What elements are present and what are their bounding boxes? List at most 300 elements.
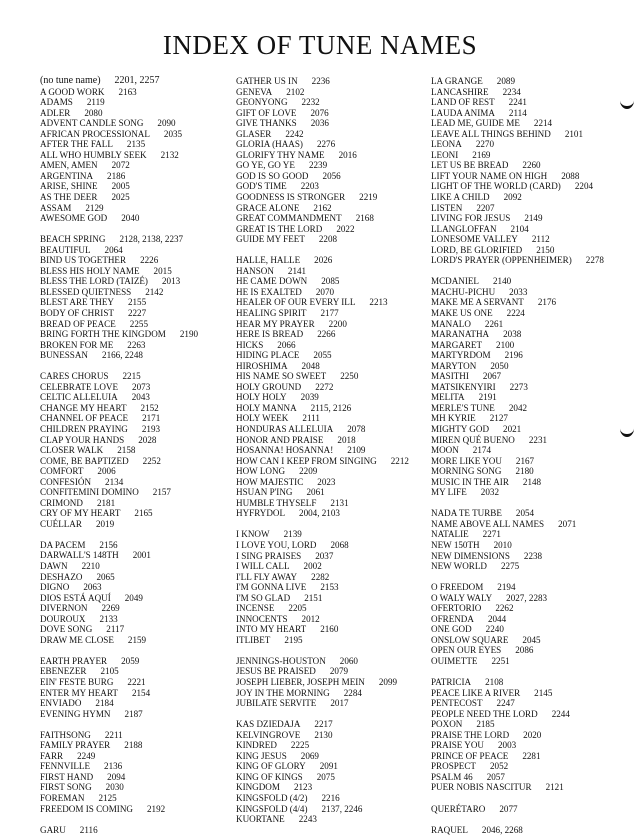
tune-name: EARTH PRAYER [40, 655, 108, 666]
tune-entry [40, 255, 228, 266]
tune-name: BREAD OF PEACE [40, 318, 116, 329]
tune-entry [40, 329, 228, 340]
hymn-numbers: 2169 [472, 149, 491, 160]
tune-entry [40, 466, 228, 477]
hymn-numbers: 2191 [478, 392, 497, 403]
hymn-numbers: 2101 [564, 128, 583, 139]
tune-entry [431, 614, 631, 625]
tune-entry [236, 614, 424, 625]
hymn-numbers: 2196 [504, 350, 523, 361]
hymn-numbers: 2266 [317, 329, 336, 340]
tune-entry [431, 403, 631, 414]
hymn-numbers: 2159 [127, 634, 147, 645]
tune-entry [431, 508, 631, 519]
tune-entry [431, 709, 631, 720]
tune-entry [236, 234, 424, 245]
hymn-numbers: 2212 [390, 455, 409, 466]
tune-entry [431, 213, 631, 224]
tune-entry [431, 297, 631, 308]
tune-entry [236, 814, 424, 825]
tune-entry [236, 804, 424, 815]
tune-name: ADAMS [40, 97, 73, 108]
tune-entry [40, 782, 228, 793]
tune-name: DARWALL'S 148TH [40, 550, 119, 561]
tune-name: PRAISE YOU [431, 740, 484, 751]
hymn-numbers: 2284 [343, 687, 362, 698]
tune-entry [236, 677, 424, 688]
tune-entry [236, 340, 424, 351]
hymn-numbers: 2260 [522, 160, 541, 171]
tune-name: HIDING PLACE [236, 350, 300, 361]
tune-entry [40, 709, 228, 720]
tune-entry [431, 456, 631, 467]
tune-name: LEONA [431, 139, 462, 150]
hymn-numbers: 2136 [104, 761, 123, 772]
section-gap [431, 572, 631, 583]
tune-name: NEW WORLD [431, 561, 487, 572]
hymn-numbers: 2160 [320, 624, 339, 635]
tune-entry [40, 698, 228, 709]
tune-entry [236, 445, 424, 456]
tune-name: HE CAME DOWN [236, 276, 308, 287]
hymn-numbers: 2190 [179, 329, 199, 340]
page-margin-mark [620, 420, 634, 437]
tune-entry [431, 139, 631, 150]
tune-name: DAWN [40, 561, 68, 572]
tune-entry [431, 255, 631, 266]
tune-name: GEONYONG [236, 97, 288, 108]
hymn-numbers: 2002 [303, 561, 322, 572]
tune-entry [236, 150, 424, 161]
tune-name: KUORTANE [236, 814, 285, 825]
tune-name: HONOR AND PRAISE [236, 434, 324, 445]
tune-entry [236, 561, 424, 572]
tune-entry [40, 171, 228, 182]
hymn-numbers: 2115, 2126 [310, 402, 352, 413]
tune-entry [431, 624, 631, 635]
tune-name: MORNING SONG [431, 466, 502, 477]
hymn-numbers: 2180 [515, 466, 534, 477]
tune-entry [431, 561, 631, 572]
tune-name: EIN' FESTE BURG [40, 676, 114, 687]
hymn-numbers: 2052 [489, 761, 509, 772]
section-gap [431, 666, 631, 677]
tune-name: HYFRYDOL [236, 508, 286, 519]
hymn-numbers: 2201, 2257 [114, 75, 160, 86]
hymn-numbers: 2241 [508, 97, 527, 108]
tune-name: JUBILATE SERVITE [236, 698, 317, 709]
tune-name: BLESS THE LORD (TAIZÉ) [40, 276, 148, 287]
tune-entry [236, 255, 424, 266]
tune-entry [431, 804, 631, 815]
hymn-numbers: 2067 [482, 371, 502, 382]
tune-entry [236, 361, 424, 372]
tune-entry [40, 403, 228, 414]
tune-name: CONFESIÓN [40, 476, 92, 487]
tune-entry [40, 139, 228, 150]
hymn-numbers: 2216 [321, 793, 340, 803]
hymn-numbers: 2195 [284, 634, 303, 645]
tune-name: MOON [431, 445, 459, 456]
tune-name: GUIDE MY FEET [236, 234, 305, 245]
hymn-numbers: 2156 [99, 539, 118, 550]
hymn-numbers: 2148 [522, 476, 542, 487]
hymn-numbers: 2225 [290, 740, 310, 751]
tune-entry [236, 551, 424, 562]
tune-name: MATSIKENYIRI [431, 381, 496, 392]
tune-name: MUSIC IN THE AIR [431, 476, 509, 487]
hymn-numbers: 2006 [97, 466, 116, 477]
tune-entry [40, 129, 228, 140]
tune-entry [236, 487, 424, 498]
tune-name: MIGHTY GOD [431, 424, 490, 434]
tune-entry [40, 203, 228, 214]
tune-name: MERLE'S TUNE [431, 402, 495, 413]
tune-name: GARU [40, 824, 66, 835]
section-gap [40, 645, 228, 656]
tune-name: MARGARET [431, 339, 483, 350]
hymn-numbers: 2243 [298, 814, 317, 825]
tune-name: DOVE SONG [40, 624, 93, 635]
tune-name: GENEVA [236, 86, 273, 97]
hymn-numbers: 2111 [302, 413, 320, 424]
hymn-numbers: 2127 [489, 413, 508, 424]
tune-name: HERE IS BREAD [236, 329, 304, 340]
hymn-numbers: 2064 [104, 244, 123, 255]
tune-name: EVENING HYMN [40, 708, 111, 719]
hymn-numbers: 2019 [95, 518, 115, 529]
hymn-numbers: 2188 [124, 740, 143, 751]
hymn-numbers: 2043 [131, 392, 150, 403]
hymn-numbers: 2048 [301, 360, 320, 371]
hymn-numbers: 2078 [347, 424, 366, 434]
tune-name: LAUDA ANIMA [431, 107, 495, 118]
tune-entry [236, 572, 424, 583]
tune-name: EBENEZER [40, 666, 87, 677]
hymn-numbers: 2013 [161, 276, 181, 287]
tune-name: I'LL FLY AWAY [236, 571, 298, 582]
hymn-numbers: 2037 [315, 550, 334, 561]
tune-name: PUER NOBIS NASCITUR [431, 782, 532, 793]
hymn-numbers: 2251 [491, 655, 510, 666]
tune-entry [431, 329, 631, 340]
tune-name: PROSPECT [431, 761, 476, 772]
tune-entry [236, 203, 424, 214]
index-column-1 [40, 75, 228, 835]
tune-entry [40, 392, 228, 403]
hymn-numbers: 2275 [501, 561, 520, 572]
hymn-numbers: 2068 [330, 539, 349, 550]
hymn-numbers: 2204 [574, 181, 594, 192]
hymn-numbers: 2104 [510, 223, 529, 234]
tune-name: INTO MY HEART [236, 624, 307, 635]
tune-name: LIGHT OF THE WORLD (CARD) [431, 181, 561, 192]
tune-entry [431, 772, 631, 783]
tune-entry [236, 477, 424, 488]
tune-name: COMFORT [40, 466, 84, 477]
tune-name: FIRST SONG [40, 782, 92, 793]
tune-name: MANALO [431, 318, 471, 329]
tune-entry [431, 340, 631, 351]
tune-name: LA GRANGE [431, 76, 483, 86]
hymn-numbers: 2086 [515, 645, 534, 656]
tune-name: MAKE US ONE [431, 307, 493, 318]
tune-name: MH KYRIE [431, 413, 476, 424]
hymn-numbers: 2069 [300, 750, 319, 761]
tune-entry [236, 793, 424, 804]
tune-name: HICKS [236, 339, 264, 350]
tune-entry [40, 340, 228, 351]
tune-name: MORE LIKE YOU [431, 455, 502, 466]
hymn-numbers: 2049 [124, 592, 143, 603]
tune-entry [431, 413, 631, 424]
tune-entry [236, 87, 424, 98]
tune-entry [236, 329, 424, 340]
tune-entry [40, 666, 228, 677]
hymn-numbers: 2112 [531, 234, 550, 245]
tune-name: ITLIBET [236, 634, 271, 645]
section-gap [236, 645, 424, 656]
tune-entry [40, 87, 228, 98]
tune-entry [40, 761, 228, 772]
tune-name: LORD, BE GLORIFIED [431, 244, 523, 255]
section-gap [431, 266, 631, 277]
hymn-numbers: 2238 [523, 550, 543, 561]
tune-entry [40, 97, 228, 108]
tune-entry [236, 371, 424, 382]
tune-entry [236, 413, 424, 424]
hymn-numbers: 2094 [107, 771, 126, 782]
tune-entry [431, 477, 631, 488]
tune-entry [236, 129, 424, 140]
tune-entry [236, 97, 424, 108]
hymn-numbers: 2121 [545, 782, 564, 793]
tune-entry [236, 76, 424, 87]
tune-entry [236, 382, 424, 393]
tune-name: AWESOME GOD [40, 213, 108, 224]
tune-name: HE IS EXALTED [236, 286, 302, 297]
tune-name: LEAVE ALL THINGS BEHIND [431, 128, 551, 139]
hymn-numbers: 2263 [127, 339, 146, 350]
tune-name: FIRST HAND [40, 771, 94, 782]
tune-entry [40, 572, 228, 583]
tune-name: ONSLOW SQUARE [431, 634, 509, 645]
tune-name: GIVE THANKS [236, 118, 297, 129]
tune-entry [431, 656, 631, 667]
tune-entry [431, 529, 631, 540]
section-gap [431, 814, 631, 825]
hymn-numbers: 2085 [321, 276, 340, 287]
tune-entry [236, 308, 424, 319]
tune-name: GLORIA (HAAS) [236, 139, 303, 150]
tune-entry [431, 118, 631, 129]
tune-entry [236, 730, 424, 741]
tune-name: LAND OF REST [431, 97, 495, 108]
tune-entry [236, 698, 424, 709]
hymn-numbers: 2042 [508, 402, 528, 413]
tune-entry [431, 551, 631, 562]
hymn-numbers: 2186 [107, 170, 126, 181]
tune-entry [236, 319, 424, 330]
tune-entry [40, 540, 228, 551]
tune-name: I SING PRAISES [236, 550, 302, 561]
hymn-numbers: 2100 [496, 339, 515, 350]
tune-name: MELITA [431, 392, 465, 403]
hymn-numbers: 2132 [160, 149, 179, 160]
tune-entry [431, 276, 631, 287]
tune-name: HOLY GROUND [236, 381, 302, 392]
hymn-numbers: 2203 [300, 181, 319, 192]
tune-name: HEALING SPIRIT [236, 307, 307, 318]
hymn-numbers: 2001 [132, 550, 151, 561]
tune-name: BIND US TOGETHER [40, 255, 127, 266]
tune-name: MASITHI [431, 371, 469, 382]
tune-name: CLAP YOUR HANDS [40, 434, 125, 445]
tune-name: GLASER [236, 128, 272, 139]
hymn-numbers: 2028 [138, 434, 157, 445]
tune-name: PRINCE OF PEACE [431, 750, 509, 761]
hymn-numbers: 2252 [142, 455, 161, 466]
tune-name: AFTER THE FALL [40, 139, 113, 150]
hymn-numbers: 2151 [304, 592, 323, 603]
tune-entry [236, 118, 424, 129]
hymn-numbers: 2117 [106, 624, 125, 635]
tune-name: KINGDOM [236, 782, 280, 793]
tune-entry [40, 371, 228, 382]
index-column-3 [431, 76, 631, 835]
hymn-numbers: 2050 [490, 360, 509, 371]
hymn-numbers: 2200 [328, 318, 347, 329]
hymn-numbers: 2090 [157, 118, 176, 129]
hymn-numbers: 2071 [558, 518, 577, 529]
hymn-numbers: 2005 [111, 181, 130, 192]
hymn-numbers: 2021 [503, 424, 522, 434]
tune-entry [431, 350, 631, 361]
tune-entry [236, 772, 424, 783]
hymn-numbers: 2153 [320, 582, 339, 593]
tune-name: GLORIFY THY NAME [236, 149, 325, 160]
hymn-numbers: 2247 [496, 698, 515, 709]
tune-entry [431, 319, 631, 330]
hymn-numbers: 2073 [132, 381, 151, 392]
hymn-numbers: 2032 [480, 487, 499, 498]
index-column-2 [236, 76, 424, 825]
tune-name: HEAR MY PRAYER [236, 318, 315, 329]
hymn-numbers: 2163 [118, 86, 137, 97]
tune-name: I'M GONNA LIVE [236, 582, 307, 593]
hymn-numbers: 2145 [534, 687, 553, 698]
tune-name: CHANGE MY HEART [40, 402, 127, 413]
tune-name: MARTYRDOM [431, 350, 491, 361]
tune-name: OFERTORIO [431, 603, 482, 614]
tune-name: FAITHSONG [40, 729, 91, 740]
hymn-numbers: 2065 [96, 571, 115, 582]
tune-entry [236, 782, 424, 793]
hymn-numbers: 2207 [476, 202, 495, 213]
tune-name: DIVERNON [40, 603, 88, 614]
tune-name: FREEDOM IS COMING [40, 803, 133, 814]
tune-name: HOW CAN I KEEP FROM SINGING [236, 455, 377, 466]
hymn-numbers: 2208 [318, 234, 338, 245]
hymn-numbers: 2133 [99, 613, 118, 624]
tune-entry [40, 413, 228, 424]
tune-name: HIROSHIMA [236, 360, 288, 371]
hymn-numbers: 2221 [127, 676, 146, 687]
tune-entry [236, 435, 424, 446]
tune-name: ARGENTINA [40, 170, 94, 181]
hymn-numbers: 2165 [134, 508, 153, 519]
hymn-numbers: 2276 [316, 139, 336, 150]
tune-name: I'M SO GLAD [236, 592, 291, 603]
hymn-numbers: 2046, 2268 [481, 824, 523, 835]
tune-entry [431, 224, 631, 235]
tune-name: I KNOW [236, 529, 270, 540]
tune-entry [431, 87, 631, 98]
tune-name: KELVINGROVE [236, 729, 301, 740]
section-gap [40, 719, 228, 730]
tune-name: ENTER MY HEART [40, 687, 118, 698]
tune-name: ONE GOD [431, 624, 472, 635]
tune-name: CHANNEL OF PEACE [40, 413, 129, 424]
tune-entry [236, 582, 424, 593]
hymn-numbers: 2056 [322, 170, 341, 181]
section-gap [431, 793, 631, 804]
tune-entry [431, 382, 631, 393]
hymn-numbers: 2181 [96, 497, 116, 508]
tune-name: I LOVE YOU, LORD [236, 539, 317, 550]
tune-entry [236, 540, 424, 551]
tune-name: MY LIFE [431, 487, 467, 498]
tune-name: LONESOME VALLEY [431, 234, 518, 245]
section-gap [236, 519, 424, 530]
tune-entry [40, 234, 228, 245]
tune-name: ASSAM [40, 202, 72, 213]
hymn-numbers: 2018 [337, 434, 356, 445]
tune-entry [431, 171, 631, 182]
tune-entry [40, 118, 228, 129]
tune-entry [431, 677, 631, 688]
tune-entry [431, 730, 631, 741]
tune-name: CRY OF MY HEART [40, 508, 121, 519]
tune-name: BROKEN FOR ME [40, 339, 114, 350]
tune-name: LET US BE BREAD [431, 160, 509, 171]
tune-entry [40, 266, 228, 277]
tune-name: GOD'S TIME [236, 181, 287, 192]
tune-name: AFRICAN PROCESSIONAL [40, 128, 150, 139]
tune-name: HEALER OF OUR EVERY ILL [236, 297, 356, 308]
tune-name: BEACH SPRING [40, 234, 106, 245]
tune-name: CLOSER WALK [40, 445, 104, 456]
tune-name: HOLY HOLY [236, 392, 287, 403]
tune-name: FENNVILLE [40, 761, 91, 772]
tune-entry [40, 150, 228, 161]
tune-entry [236, 297, 424, 308]
tune-name: FAMILY PRAYER [40, 740, 111, 751]
hymn-numbers: 2227 [127, 307, 147, 318]
tune-name: KINGSFOLD (4/4) [236, 803, 308, 814]
hymn-numbers: 2214 [533, 118, 553, 129]
tune-entry [431, 150, 631, 161]
tune-entry [431, 761, 631, 772]
tune-entry [40, 730, 228, 741]
hymn-numbers: 2262 [495, 603, 514, 614]
page-title: INDEX OF TUNE NAMES [162, 30, 478, 60]
tune-entry [236, 624, 424, 635]
tune-name: BRING FORTH THE KINGDOM [40, 329, 166, 340]
hymn-numbers: 2130 [314, 729, 333, 740]
tune-name: PRAISE THE LORD [431, 729, 510, 740]
tune-entry [431, 203, 631, 214]
